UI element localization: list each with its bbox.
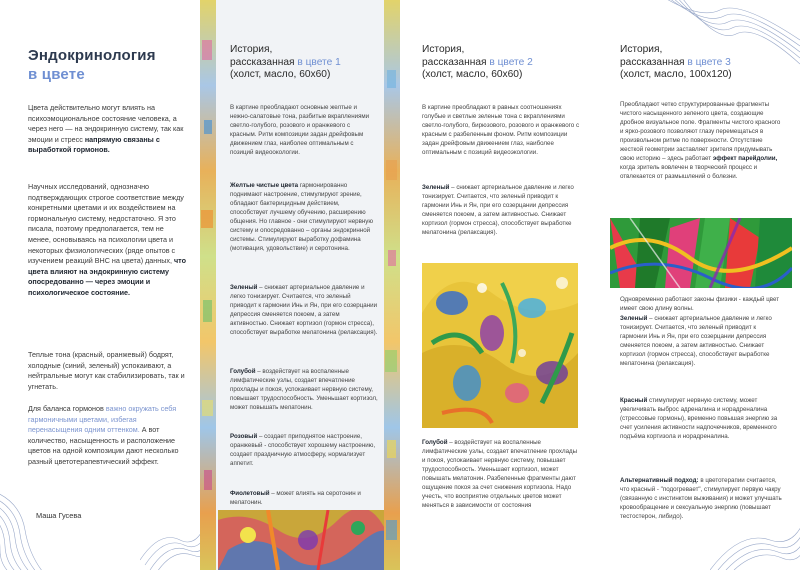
pareidolia-emphasis: эффект парейдолии, <box>712 155 778 162</box>
story-1-blue <box>230 367 378 412</box>
green-label: Зеленый <box>620 315 648 322</box>
green-label: Зеленый <box>230 284 258 291</box>
story-2-title-line2: рассказанная <box>422 56 490 68</box>
story-1-intro: В картине преобладают основные желтые и нежно-салатовые тона, разбитые вкраплениями светло-голубого, розового и оранжевого с красным. Ритм композиции задан дрейфовым движением глаз, наиболее оптимальным с позиций видеоокологии. <box>230 104 370 156</box>
story-2-title <box>422 44 533 82</box>
title-line-2: в цвете <box>28 66 85 83</box>
research-text: Научных исследований, однозначно подтверждающих строгое соответствие между конкретными цветами и их воздействием на гормональную систему, недостаточно. Я это писала, поэтому предполагается, тем не менее, основываясь на психологии цвета и некоторых физиологических (ряде опытов с изучением реакций ВНС на цвета) данных, <box>28 182 184 266</box>
story-2-intro: В картине преобладают в равных соотношениях голубые и светлые зеленые тона с вкраплениями светло-голубого, бирюзового, розового и оранжевого с красным с разбеленным фоном. Ритм композиции задан дрейфовым движением глаз, наиболее оптимальным с позиций видеоэкологии. <box>422 104 580 156</box>
story-2-title-line1: История, <box>422 44 465 55</box>
story-1-green <box>230 283 378 337</box>
story-3-title <box>620 44 732 82</box>
green-text: – снижает артериальное давление и легко тонизирует. Считается, что зеленый приводит к гармонии Инь и Ян, при его созерцании депрессия сменяется покоем, а затем активностью. Снижает кортизол (гормон стресса), способствует выработке мелатонина (релаксация). <box>620 315 772 367</box>
warm-cold-paragraph <box>28 350 188 392</box>
pink-label: Розовый <box>230 433 258 440</box>
red-text: стимулирует нервную систему, может увеличивать выброс адреналина и норадреналина (стрессовые гормоны), временно повышая энергию за счет усиления активности надпочечников, временного подъёма кортизола и норадреналина. <box>620 397 778 440</box>
alternative-label: Альтернативный подход: <box>620 477 699 484</box>
story-3-physics: Одновременно работают законы физики - каждый цвет имеет свою длину волны. <box>620 296 780 312</box>
story-1-violet <box>230 489 378 507</box>
blue-label: Голубой <box>230 368 256 375</box>
story-1-title <box>230 44 341 82</box>
story-1-title-dimensions: (холст, масло, 60х60) <box>230 69 331 80</box>
research-emphasis: что цвета влияют на эндокринную систему опосредованно — через эмоции и психологическое состояние. <box>28 256 186 297</box>
author-name: Маша Гусева <box>36 511 82 520</box>
painting-1-left-edge <box>200 0 216 570</box>
intro-emphasis: напрямую связаны с выработкой гормонов. <box>28 134 160 155</box>
violet-text: – может влиять на серотонин и мелатонин. <box>230 490 361 506</box>
story-2-blue <box>422 438 582 510</box>
story-3-title-line1: История, <box>620 44 663 55</box>
wave-lines-decoration <box>0 470 60 570</box>
story-2-green <box>422 183 582 237</box>
story-3-intro-text: Преобладают четко структурированные фрагменты чистого насыщенного зеленого цвета, создающие дробное визуальное поле. Фрагменты чистого красного и ярко-розового позволяют глазу перемещаться в произвольном ритме по поверхности. Отсутствие жесткой геометрии заставляет зрителя придумывать свою историю – здесь работает <box>620 101 781 162</box>
intro-text: Цвета действительно могут влиять на психоэмоциональное состояние человека, а через него — на эндокринную систему, так как эмоции и стресс <box>28 103 184 144</box>
green-label: Зеленый <box>422 184 450 191</box>
green-text: – снижает артериальное давление и легко тонизирует. Считается, что зеленый приводит к гармонии Инь и Ян, при его созерцании депрессия сменяется покоем, а затем активностью. Снижает кортизол (гормон стресса), способствует выработке мелатонина (релаксация). <box>422 184 574 236</box>
story-3-title-accent: в цвете 3 <box>687 56 731 68</box>
blue-label: Голубой <box>422 439 448 446</box>
story-1-title-line1: История, <box>230 44 273 55</box>
balance-text-end: А вот количество, насыщенность и расположение цветов на одной композиции дают несколько разный цветотерапевтический эффект. <box>28 425 179 466</box>
yellow-text: гармонированно поднимают настроение, стимулируют зрение, обладают бактерицидным действием, способствует лучшему обучению, расширению общения. Но главное - они стимулируют нервную систему и опосредованно – органы эндокринной системы. Стимулируют выработку дофамина (мотивация, удовольствие) и серотонина. <box>230 182 374 252</box>
story-1-title-line2: рассказанная <box>230 56 298 68</box>
red-label: Красный <box>620 397 648 404</box>
balance-text: Для баланса гормонов <box>28 404 106 413</box>
title-line-1: Эндокринология <box>28 47 156 64</box>
page-title <box>28 46 156 84</box>
painting-2 <box>422 263 578 428</box>
story-3-alternative <box>620 476 784 521</box>
story-3-green <box>620 314 784 368</box>
story-1-title-accent: в цвете 1 <box>297 56 341 68</box>
story-1-panel <box>200 0 400 570</box>
story-3-panel <box>600 0 800 570</box>
blue-text: – воздействует на воспаленные лимфатические узлы, создает впечатление прохлады и покоя, успокаивает нервную систему, повышает трудоспособность. Уменьшает кортизол, может повышать мелатонин. <box>230 368 378 411</box>
painting-1-fragment <box>218 510 388 570</box>
story-2-panel <box>400 0 600 570</box>
story-3-title-dimensions: (холст, масло, 100х120) <box>620 69 732 80</box>
painting-3 <box>610 218 792 288</box>
wave-lines-decoration <box>140 490 200 570</box>
story-3-intro-end: когда зритель вовлечен в творческий процесс и отвлекается от размышлений о болезни. <box>620 164 758 180</box>
intro-paragraph <box>28 103 188 156</box>
violet-label: Фиолетовый <box>230 490 270 497</box>
story-3-red <box>620 396 784 441</box>
balance-highlight: важно окружать себя гармоничными цветами, избегая перенасыщения одним оттенком. <box>28 404 177 435</box>
alternative-text: в цветотерапии считается, что красный - "подогревает", стимулирует первую чакру (связанную с инстинктом выживания) и может улучшать кровообращение и сексуальную энергию (повышает тестостерон, либидо). <box>620 477 782 520</box>
warm-cold-text: Теплые тона (красный, оранжевый) бодрят, холодные (синий, зеленый) успокаивают, а нейтральные могут как стабилизировать, так и угнетать. <box>28 350 185 391</box>
research-paragraph <box>28 182 188 299</box>
painting-1-right-edge <box>384 0 400 570</box>
green-text: – снижает артериальное давление и легко тонизирует. Считается, что зеленый приводит к гармонии Инь и Ян, при его созерцании депрессия сменяется покоем, а затем активностью. Снижает кортизол (гормон стресса), способствует выработке мелатонина (релаксация). <box>230 284 378 336</box>
blue-text: – воздействует на воспаленные лимфатические узлы, создает впечатление прохлады и покоя, успокаивает нервную систему, повышает трудоспособность. Уменьшает кортизол, может повышать мелатонин. Разбеленные фрагменты дают ощущение покоя за счет снижения кортизола. Надо учесть, что восприятие отдельных цветов может меняться в зависимости от состояния <box>422 439 578 509</box>
story-2-title-accent: в цвете 2 <box>489 56 533 68</box>
story-1-pink <box>230 432 378 468</box>
intro-panel <box>0 0 200 570</box>
story-3-title-line2: рассказанная <box>620 56 688 68</box>
story-3-intro <box>620 100 784 181</box>
pink-text: – создает приподнятое настроение, оранжевый - способствует хорошему настроению, создает праздничную атмосферу, нормализует аппетит. <box>230 433 376 467</box>
story-1-yellow <box>230 181 378 253</box>
yellow-label: Желтые чистые цвета <box>230 182 299 189</box>
balance-paragraph <box>28 404 188 468</box>
story-2-title-dimensions: (холст, масло, 60х60) <box>422 69 523 80</box>
